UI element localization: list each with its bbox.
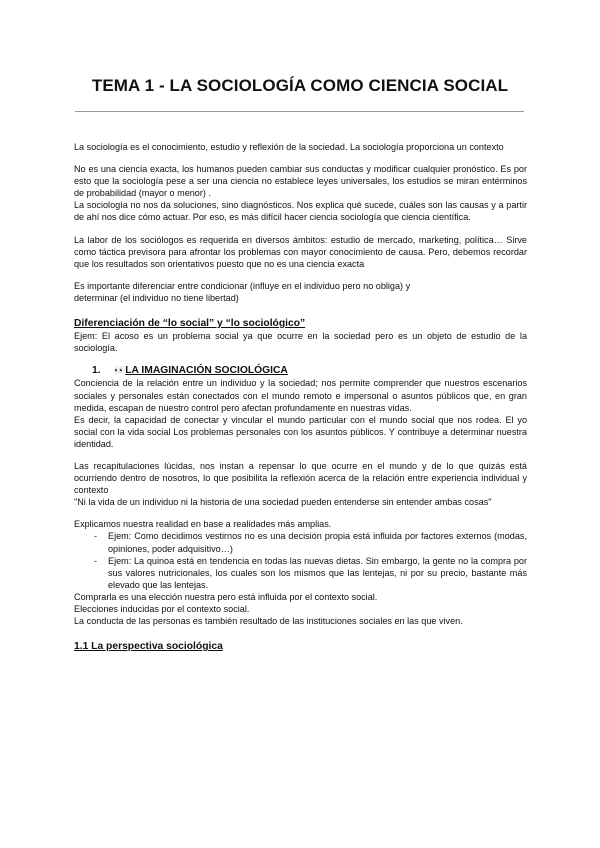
paragraph-induced-choices: Elecciones inducidas por el contexto social. (74, 604, 250, 614)
paragraph-not-exact: No es una ciencia exacta, los humanos pueden cambiar sus conductas y modificar cualquier pronóstico. Es por esto que la sociología pese a ser una ciencia no establece leyes universales, los estudios se miran entérminos de probabilidad (mayor o menor) . (74, 164, 527, 199)
list-item: - Ejem: Como decidimos vestirnos no es una decisión propia está influida por factores externos (modas, opiniones, poder adquisitivo…) (94, 531, 527, 554)
paragraph-capacity: Es decir, la capacidad de conectar y vincular el mundo particular con el mundo social que nos rodea. El yo social con la vida social Los problemas personales con los asuntos públicos. Y contribuye a determinar nuestra identidad. (74, 414, 527, 449)
title-divider (75, 111, 524, 112)
paragraph-example-harassment: Ejem: El acoso es un problema social ya que ocurre en la sociedad pero es un objeto de estudio de la sociología. (74, 331, 527, 354)
paragraph-recapitulations: Las recapitulaciones lúcidas, nos instan a repensar lo que ocurre en el mundo y de lo que quizás está ocurriendo dentro de nosotros, lo que posibilita la reflexión acerca de la relación entre experiencia individual y contexto (74, 460, 527, 496)
paragraph-choice: Comprarla es una elección nuestra pero está influida por el contexto social. (74, 591, 378, 602)
examples-list (74, 530, 527, 590)
section-heading-sociological-imagination (92, 364, 527, 377)
heading-social-vs-sociological: Diferenciación de “lo social” y “lo sociológico” (74, 318, 306, 330)
paragraph-condition-line2: determinar (el individuo no tiene libertad) (74, 292, 239, 303)
eyes-icon: 👀 (114, 365, 126, 376)
paragraph-sociologists-role: La labor de los sociólogos es requerida en diversos ámbitos: estudio de mercado, marketing, política… Sirve como táctica previsora para afrontar los problemas con mayor conocimiento de causa. Pero, debemos recordar que los resultados son orientativos puesto que no es una ciencia exacta (74, 234, 527, 269)
paragraph-quote: "Ni la vida de un individuo ni la historia de una sociedad pueden entenderse sin entender ambas cosas" (74, 497, 492, 508)
page-title: TEMA 1 - LA SOCIOLOGÍA COMO CIENCIA SOCIAL (91, 76, 509, 95)
section-title: LA IMAGINACIÓN SOCIOLÓGICA (125, 365, 288, 377)
paragraph-explain-reality: Explicamos nuestra realidad en base a realidades más amplias. (74, 519, 332, 530)
section-number: 1. (92, 365, 101, 377)
document-body (74, 141, 527, 653)
paragraph-intro: La sociología es el conocimiento, estudio y reflexión de la sociedad. La sociología proporciona un contexto (74, 142, 504, 152)
list-item: - Ejem: La quinoa está en tendencia en todas las nuevas dietas. Sin embargo, la gente no la compra por sus valores nutricionales, los cuales son los mismos que las lentejas, ni por su precio, bastante más elevado que las lentejas. (94, 555, 527, 590)
paragraph-diagnostics: La sociología no nos da soluciones, sino diagnósticos. Nos explica qué sucede, cuáles son las causas y a partir de ahí nos dice cómo actuar. Por eso, es más difícil hacer ciencia sociología que ciencia científica. (74, 200, 527, 223)
subsection-heading-perspective: 1.1 La perspectiva sociológica (74, 641, 223, 653)
paragraph-behavior-institutions: La conducta de las personas es también resultado de las instituciones sociales en las que viven. (74, 616, 463, 627)
paragraph-condition-line1: Es importante diferenciar entre condicionar (influye en el individuo pero no obliga) y (74, 280, 411, 291)
paragraph-awareness: Conciencia de la relación entre un individuo y la sociedad; nos permite comprender que nuestros escenarios sociales y personales están conectados con el mundo remoto e impersonal o asuntos públicos que, en gran medida, escapan de nuestro control pero afectan profundamente en nuestras vidas. (74, 378, 527, 413)
bullet-marker: - (94, 531, 98, 542)
bullet-marker: - (94, 555, 98, 566)
